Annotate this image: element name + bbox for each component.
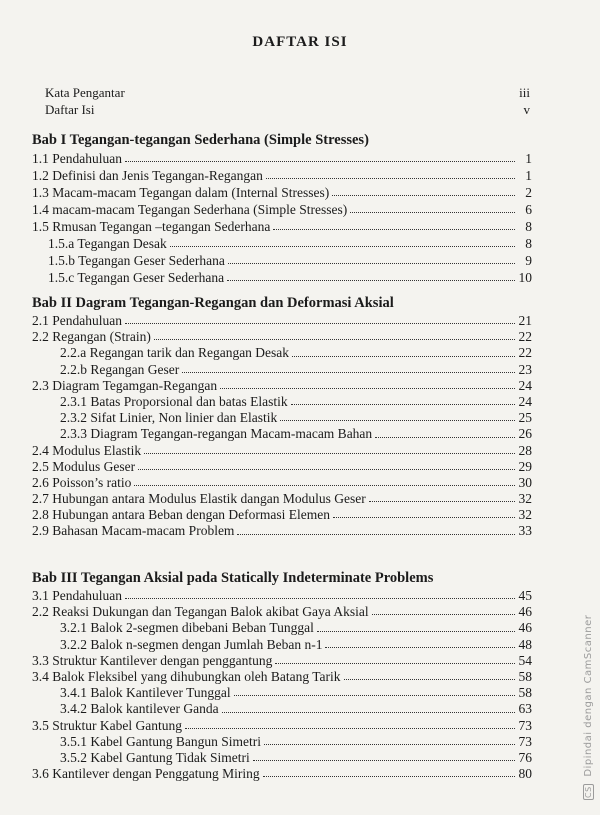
entry-label: 2.6 Poisson’s ratio: [32, 474, 132, 490]
entry-page: 21: [518, 313, 532, 328]
entry-page: 30: [518, 474, 532, 490]
toc-entry: [32, 167, 532, 184]
entry-label: 1.5 Rmusan Tegangan –tegangan Sederhana: [32, 219, 271, 234]
entry-label: 1.5.c Tegangan Geser Sederhana: [48, 270, 225, 285]
entry-page: 23: [518, 361, 532, 377]
entry-label: 3.5 Struktur Kabel Gantung: [32, 717, 182, 733]
entry-label: 3.3 Struktur Kantilever dengan penggantung: [32, 652, 273, 668]
entry-page: 73: [518, 733, 532, 749]
entry-label: 2.3.3 Diagram Tegangan-regangan Macam-macam Bahan: [60, 426, 373, 442]
entry-label: 3.5.1 Kabel Gantung Bangun Simetri: [60, 733, 261, 749]
chapter-heading: Bab III Tegangan Aksial pada Statically Indeterminate Problems: [32, 570, 434, 586]
entry-label: 3.6 Kantilever dengan Penggatung Miring: [32, 766, 260, 782]
front-matter-row: [45, 101, 530, 118]
chapter-heading: Bab II Dagram Tegangan-Regangan dan Deformasi Aksial: [32, 295, 394, 311]
entry-label: 2.3.2 Sifat Linier, Non linier dan Elastik: [60, 410, 278, 426]
toc-entry: [32, 201, 532, 218]
toc-entry: [32, 252, 532, 269]
entry-label: 2.2 Regangan (Strain): [32, 329, 151, 345]
toc-entry: [32, 394, 532, 410]
leader-dots: [222, 712, 515, 713]
leader-dots: [292, 356, 515, 357]
entry-page: 8: [525, 219, 532, 234]
entry-page: 28: [518, 442, 532, 458]
leader-dots: [144, 453, 515, 454]
toc-entry: [32, 653, 532, 669]
toc-entry: [32, 150, 532, 167]
toc-entry: [32, 588, 532, 604]
entry-label: 3.4 Balok Fleksibel yang dihubungkan oleh Batang Tarik: [32, 668, 341, 684]
leader-dots: [369, 501, 515, 502]
entry-label: 2.3.1 Batas Proporsional dan batas Elastik: [60, 393, 288, 409]
front-label: Daftar Isi: [45, 102, 95, 117]
entry-label: 3.2.1 Balok 2-segmen dibebani Beban Tunggal: [60, 620, 314, 636]
leader-dots: [350, 212, 515, 213]
leader-dots: [253, 760, 515, 761]
leader-dots: [138, 469, 515, 470]
leader-dots: [154, 339, 515, 340]
leader-dots: [325, 647, 515, 648]
toc-entry: [32, 313, 532, 329]
entry-page: 33: [518, 523, 532, 539]
toc-entry: [32, 685, 532, 701]
entry-label: 3.2.2 Balok n-segmen dengan Jumlah Beban n-1: [60, 636, 323, 652]
entry-label: 2.1 Pendahuluan: [32, 313, 122, 328]
entry-page: 76: [518, 749, 532, 765]
camscanner-watermark: [583, 560, 597, 800]
leader-dots: [291, 404, 515, 405]
entry-page: 25: [518, 410, 532, 426]
entry-label: 3.4.2 Balok kantilever Ganda: [60, 701, 219, 717]
entry-label: 2.9 Bahasan Macam-macam Problem: [32, 523, 235, 539]
toc-entry: [32, 459, 532, 475]
leader-dots: [220, 388, 515, 389]
leader-dots: [372, 614, 515, 615]
entry-page: 1: [525, 151, 532, 166]
toc-entry: [32, 734, 532, 750]
entry-page: 26: [518, 426, 532, 442]
entry-page: 32: [518, 507, 532, 523]
leader-dots: [125, 161, 515, 162]
entry-label: 2.2.b Regangan Geser: [60, 361, 180, 377]
entry-page: 46: [518, 604, 532, 620]
leader-dots: [228, 263, 515, 264]
leader-dots: [275, 663, 515, 664]
entry-label: 1.4 macam-macam Tegangan Sederhana (Simple Stresses): [32, 202, 348, 217]
entry-page: 63: [518, 701, 532, 717]
entry-label: 1.5.a Tegangan Desak: [48, 236, 167, 251]
entry-page: 45: [518, 588, 532, 603]
toc-entry: [32, 362, 532, 378]
entry-label: 1.1 Pendahuluan: [32, 151, 122, 166]
leader-dots: [170, 246, 515, 247]
entry-label: 2.5 Modulus Geser: [32, 458, 136, 474]
leader-dots: [280, 420, 515, 421]
toc-entry: [32, 507, 532, 523]
leader-dots: [134, 485, 515, 486]
toc-entry: [32, 523, 532, 539]
entry-page: 8: [525, 236, 532, 251]
chapter-section: [32, 293, 532, 540]
entry-label: 2.2.a Regangan tarik dan Regangan Desak: [60, 345, 290, 361]
entry-label: 3.5.2 Kabel Gantung Tidak Simetri: [60, 749, 250, 765]
front-page: v: [523, 102, 530, 117]
toc-entry: [32, 604, 532, 620]
toc-entry: [32, 475, 532, 491]
entry-page: 1: [525, 168, 532, 183]
watermark-text: Dipindai dengan CamScanner: [583, 614, 594, 777]
leader-dots: [273, 229, 515, 230]
toc-entry: [32, 410, 532, 426]
entry-page: 10: [518, 270, 532, 285]
toc-entry: [32, 443, 532, 459]
entry-label: 2.7 Hubungan antara Modulus Elastik dangan Modulus Geser: [32, 491, 366, 507]
toc-entry: [32, 491, 532, 507]
chapter-section: [32, 568, 532, 782]
entry-label: 1.5.b Tegangan Geser Sederhana: [48, 253, 225, 268]
front-page: iii: [519, 85, 530, 100]
entry-label: 2.3 Diagram Tegamgan-Regangan: [32, 377, 218, 393]
toc-entry: [32, 329, 532, 345]
leader-dots: [227, 280, 515, 281]
leader-dots: [344, 679, 515, 680]
toc-entry: [32, 750, 532, 766]
entry-label: 2.2 Reaksi Dukungan dan Tegangan Balok akibat Gaya Aksial: [32, 604, 369, 620]
entry-page: 46: [518, 620, 532, 636]
toc-entry: [32, 426, 532, 442]
entry-page: 73: [518, 717, 532, 733]
toc-entry: [32, 620, 532, 636]
entry-page: 58: [518, 685, 532, 701]
entry-page: 22: [518, 329, 532, 345]
entry-page: 9: [525, 253, 532, 268]
toc-entry: [32, 637, 532, 653]
toc-entry: [32, 345, 532, 361]
entry-page: 24: [518, 377, 532, 393]
entry-page: 32: [518, 491, 532, 507]
leader-dots: [332, 195, 515, 196]
leader-dots: [185, 728, 515, 729]
leader-dots: [375, 437, 515, 438]
entry-page: 58: [518, 668, 532, 684]
leader-dots: [125, 598, 515, 599]
entry-page: 2: [525, 185, 532, 200]
leader-dots: [234, 695, 515, 696]
toc-entry: [32, 218, 532, 235]
front-matter-row: [45, 84, 530, 101]
entry-page: 24: [518, 393, 532, 409]
leader-dots: [266, 178, 515, 179]
front-label: Kata Pengantar: [45, 85, 125, 100]
leader-dots: [125, 323, 515, 324]
toc-entry: [32, 766, 532, 782]
chapter-heading: Bab I Tegangan-tegangan Sederhana (Simple Stresses): [32, 132, 369, 148]
toc-entry: [32, 378, 532, 394]
leader-dots: [333, 517, 515, 518]
entry-label: 2.8 Hubungan antara Beban dengan Deformasi Elemen: [32, 507, 331, 523]
toc-entry: [32, 669, 532, 685]
entry-label: 2.4 Modulus Elastik: [32, 442, 142, 458]
entry-page: 54: [518, 652, 532, 668]
front-matter: [45, 84, 530, 118]
chapter-section: [32, 130, 532, 286]
leader-dots: [237, 534, 515, 535]
entry-label: 1.2 Definisi dan Jenis Tegangan-Regangan: [32, 168, 263, 183]
leader-dots: [317, 631, 515, 632]
entry-page: 6: [525, 202, 532, 217]
toc-entry: [32, 701, 532, 717]
leader-dots: [182, 372, 515, 373]
toc-entry: [32, 184, 532, 201]
entry-page: 80: [518, 766, 532, 782]
entry-label: 3.4.1 Balok Kantilever Tunggal: [60, 685, 231, 701]
entry-label: 3.1 Pendahuluan: [32, 588, 122, 603]
camscanner-badge: CS: [584, 786, 593, 798]
leader-dots: [263, 776, 515, 777]
toc-entry: [32, 235, 532, 252]
entry-page: 22: [518, 345, 532, 361]
toc-entry: [32, 269, 532, 286]
entry-page: 29: [518, 458, 532, 474]
page-title: DAFTAR ISI: [252, 34, 348, 50]
entry-page: 48: [518, 636, 532, 652]
entry-label: 1.3 Macam-macam Tegangan dalam (Internal Stresses): [32, 185, 330, 200]
leader-dots: [264, 744, 515, 745]
toc-entry: [32, 718, 532, 734]
